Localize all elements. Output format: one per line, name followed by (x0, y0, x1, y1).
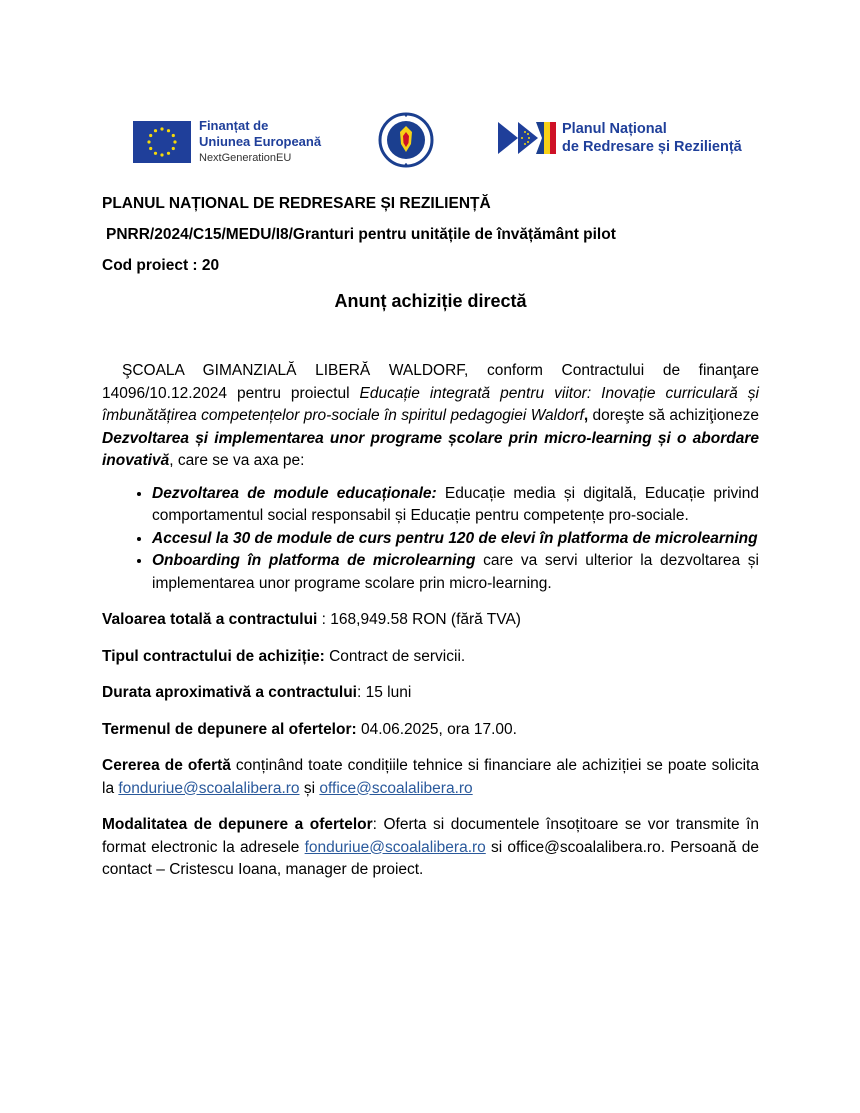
intro-comma: , (583, 407, 589, 424)
procurement-object: Dezvoltarea și implementarea unor programe școlare prin micro-learning și o abordare inovativă (102, 429, 759, 469)
contract-value (102, 609, 759, 632)
contract-duration-label: Durata aproximativă a contractului (102, 684, 357, 701)
offer-request-label: Cererea de ofertă (102, 757, 231, 774)
intro-text-1: ŞCOALA GIMANZIALĂ LIBERĂ WALDORF, conform Contractului de finanţare 14096/10.12.2024 pentru proiectul (102, 362, 759, 402)
announcement-body (102, 194, 759, 882)
eu-flag-icon (133, 121, 191, 163)
contract-duration (102, 682, 759, 705)
list-item-title: Onboarding în platforma de microlearning (152, 552, 476, 569)
list-item (152, 528, 759, 551)
eu-logo-line-1: Finanțat de (199, 118, 269, 133)
project-code: Cod proiect : 20 (102, 257, 220, 274)
eu-funding-logo (133, 118, 321, 166)
intro-text-3: , care se va axa pe: (169, 452, 305, 469)
intro-text-2: doreşte să achiziţioneze (588, 407, 759, 424)
submission-method-text-2: si office@scoalalibera.ro. Persoană de contact – Cristescu Ioana, manager de proiect. (102, 838, 759, 878)
pnrr-flag-icon (498, 120, 556, 156)
list-item-text: care va servi ulterior la dezvoltarea și implementarea unor programe scolare prin micro-learning. (152, 552, 760, 592)
offer-request-and: și (299, 779, 320, 797)
project-name: Educație integrată pentru viitor: Inovație curriculară și îmbunătățirea competențelor pro-sociale în spiritul pedagogiei Waldorf (102, 384, 759, 424)
contract-type (102, 646, 759, 669)
offer-deadline (102, 719, 759, 742)
submission-method-label: Modalitatea de depunere a ofertelor (102, 816, 373, 833)
contract-type-label: Tipul contractului de achiziție: (102, 647, 325, 665)
email-link-fonduriue[interactable]: fonduriue@scoalalibera.ro (118, 779, 300, 797)
offer-deadline-label: Termenul de depunere al ofertelor: (102, 720, 357, 738)
contract-type-text: Contract de servicii. (324, 647, 466, 665)
program-code: PNRR/2024/C15/MEDU/I8/Granturi pentru unitățile de învățământ pilot (106, 226, 616, 243)
submission-method (102, 814, 759, 882)
logo-bar (0, 112, 860, 174)
list-item (152, 550, 759, 595)
eu-logo-line-2: Uniunea Europeană (199, 134, 322, 149)
contract-duration-text: : 15 luni (356, 684, 412, 701)
pnrr-logo-line-1: Planul Național (562, 121, 667, 137)
offer-request-text: conținând toate condițiile tehnice si financiare ale achiziției se poate solicita la (102, 757, 759, 797)
intro-paragraph (102, 360, 759, 473)
submission-method-text-1: : Oferta si documentele însoțitoare se vor transmite în format electronic la adresele (102, 816, 759, 856)
scope-list (102, 483, 759, 596)
page-title: Anunț achiziție directă (334, 291, 527, 311)
eu-logo-line-3: NextGenerationEU (199, 152, 292, 164)
list-item (152, 483, 759, 528)
list-item-text: Educație media și digitală, Educație privind comportamentul social responsabil și Educație pentru competențe pro-sociale. (152, 484, 759, 524)
romanian-government-seal-icon (378, 112, 434, 168)
contract-value-text: : 168,949.58 RON (fără TVA) (317, 611, 521, 628)
contract-value-label: Valoarea totală a contractului (102, 611, 318, 628)
pnrr-logo (498, 120, 742, 156)
list-item-title: Dezvoltarea de module educaționale: (152, 484, 437, 502)
list-item-title: Accesul la 30 de module de curs pentru 120 de elevi în platforma de microlearning (152, 529, 758, 547)
offer-request (102, 755, 759, 800)
offer-deadline-text: 04.06.2025, ora 17.00. (356, 720, 517, 738)
email-link-office[interactable]: office@scoalalibera.ro (319, 779, 473, 797)
program-heading: PLANUL NAȚIONAL DE REDRESARE ȘI REZILIENȚĂ (102, 195, 491, 212)
pnrr-logo-line-2: de Redresare și Reziliență (562, 139, 742, 155)
email-link-fonduriue-2[interactable]: fonduriue@scoalalibera.ro (304, 838, 486, 856)
